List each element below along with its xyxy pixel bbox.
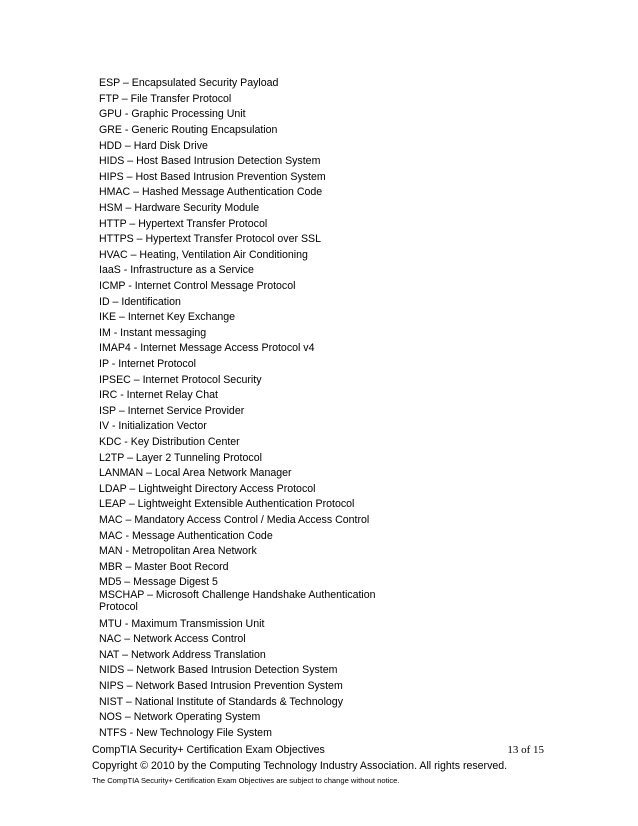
acronym-item: FTP – File Transfer Protocol <box>99 92 232 105</box>
acronym-item: IRC - Internet Relay Chat <box>99 389 218 402</box>
acronym-item: LANMAN – Local Area Network Manager <box>99 467 292 480</box>
acronym-item: LDAP – Lightweight Directory Access Protocol <box>99 482 316 495</box>
acronym-item: MAC - Message Authentication Code <box>99 529 273 542</box>
acronym-item: IaaS - Infrastructure as a Service <box>99 264 254 277</box>
acronym-item: NAC – Network Access Control <box>99 633 246 646</box>
acronym-item: MTU - Maximum Transmission Unit <box>99 617 265 630</box>
acronym-item: HVAC – Heating, Ventilation Air Conditioning <box>99 248 308 261</box>
acronym-item: HMAC – Hashed Message Authentication Code <box>99 186 323 199</box>
acronym-item: MBR – Master Boot Record <box>99 560 229 573</box>
acronym-item: LEAP – Lightweight Extensible Authentication Protocol <box>99 498 355 511</box>
acronym-item: NOS – Network Operating System <box>99 711 261 724</box>
acronym-item: MSCHAP – Microsoft Challenge Handshake Authentication Protocol <box>99 589 376 614</box>
acronym-item: IMAP4 - Internet Message Access Protocol v4 <box>99 342 315 355</box>
acronym-item: HDD – Hard Disk Drive <box>99 139 208 152</box>
acronym-item: NTFS - New Technology File System <box>99 726 272 739</box>
page-number: 13 of 15 <box>507 744 544 756</box>
acronym-item: IV - Initialization Vector <box>99 420 207 433</box>
acronym-item: NIPS – Network Based Intrusion Prevention System <box>99 679 343 692</box>
acronym-item: IM - Instant messaging <box>99 326 207 339</box>
footer-notice: The CompTIA Security+ Certification Exam Objectives are subject to change without notice. <box>92 776 400 785</box>
acronym-item: IKE – Internet Key Exchange <box>99 311 236 324</box>
footer-title: CompTIA Security+ Certification Exam Objectives <box>92 744 325 756</box>
acronym-item: IP - Internet Protocol <box>99 357 196 370</box>
acronym-item: ID – Identification <box>99 295 181 308</box>
acronym-item: HIPS – Host Based Intrusion Prevention System <box>99 170 326 183</box>
acronym-item: GPU - Graphic Processing Unit <box>99 108 246 121</box>
acronym-item: ESP – Encapsulated Security Payload <box>99 77 279 90</box>
acronym-item: ICMP - Internet Control Message Protocol <box>99 280 296 293</box>
acronym-item: MAC – Mandatory Access Control / Media Access Control <box>99 513 370 526</box>
acronym-item: NIST – National Institute of Standards & Technology <box>99 695 343 708</box>
acronym-list <box>99 76 409 741</box>
acronym-item: NIDS – Network Based Intrusion Detection System <box>99 664 338 677</box>
acronym-item: NAT – Network Address Translation <box>99 648 266 661</box>
acronym-item: GRE - Generic Routing Encapsulation <box>99 124 278 137</box>
acronym-item: KDC - Key Distribution Center <box>99 435 240 448</box>
acronym-item: L2TP – Layer 2 Tunneling Protocol <box>99 451 262 464</box>
acronym-item: HSM – Hardware Security Module <box>99 202 260 215</box>
acronym-item: ISP – Internet Service Provider <box>99 404 245 417</box>
acronym-item: HIDS – Host Based Intrusion Detection System <box>99 155 321 168</box>
footer-row <box>92 744 544 758</box>
acronym-item: HTTP – Hypertext Transfer Protocol <box>99 217 268 230</box>
acronym-item: HTTPS – Hypertext Transfer Protocol over SSL <box>99 233 321 246</box>
acronym-item: MAN - Metropolitan Area Network <box>99 545 257 558</box>
acronym-item: MD5 – Message Digest 5 <box>99 576 218 589</box>
page-footer <box>92 744 544 786</box>
footer-copyright: Copyright © 2010 by the Computing Technology Industry Association. All rights reserved. <box>92 760 508 772</box>
acronym-item: IPSEC – Internet Protocol Security <box>99 373 262 386</box>
